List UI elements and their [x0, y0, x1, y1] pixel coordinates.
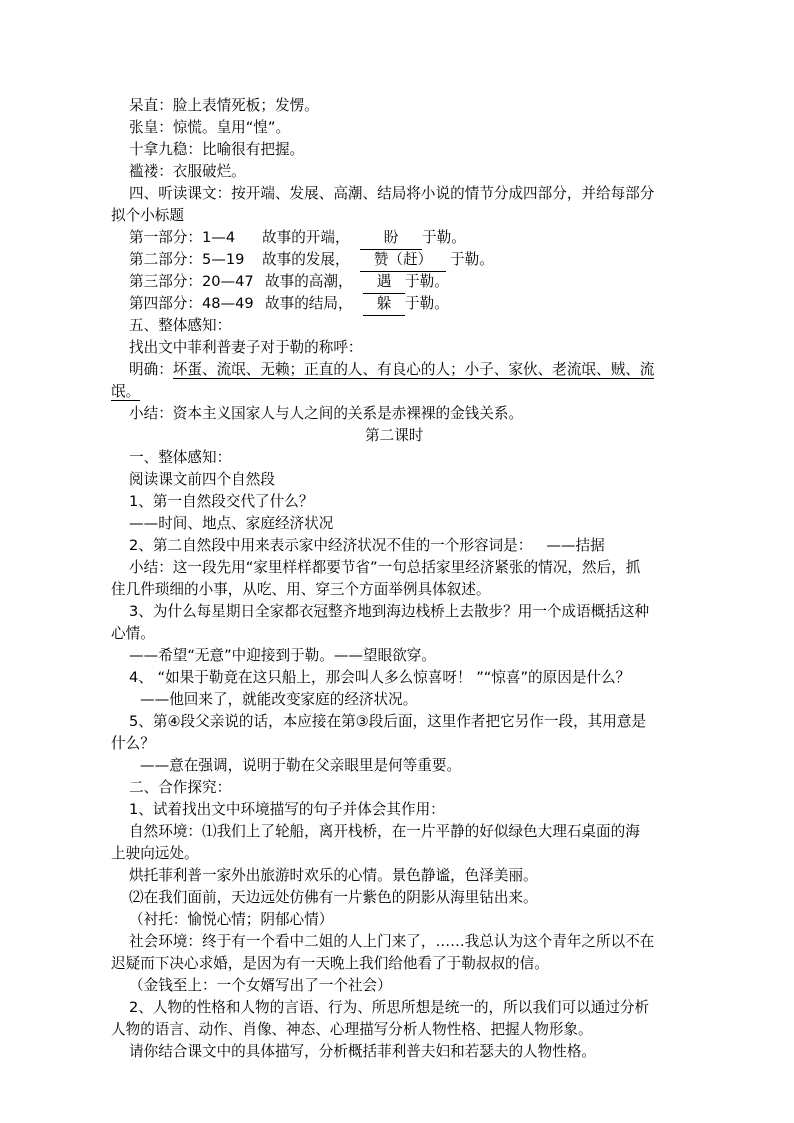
summary: 小结：这一段先用“家里样样都要节省”一句总括家里经济紧张的情况，然后，抓: [129, 559, 641, 576]
answer-prefix: 明确：: [129, 361, 173, 378]
answer-text: ——拮据: [546, 537, 605, 554]
vocab-line: 呆直：脸上表情死板；发愣。: [129, 97, 319, 114]
question: [129, 535, 605, 557]
plot-part-desc: 故事的高潮，: [265, 273, 353, 290]
plot-part-label: 第三部分：20—47: [129, 273, 254, 290]
paragraph: 请你结合课文中的具体描写，分析概括菲利普夫妇和若瑟夫的人物性格。: [129, 1043, 597, 1060]
section5-answer: [129, 359, 654, 381]
answer: ——希望“无意”中迎接到于勒。——望眼欲穿。: [129, 647, 436, 664]
section5-summary: 小结：资本主义国家人与人之间的关系是赤裸裸的金钱关系。: [129, 405, 524, 422]
plot-part-row: [129, 293, 449, 316]
plot-part-key: 盼: [360, 227, 422, 250]
answer: ——时间、地点、家庭经济状况: [129, 515, 334, 532]
paragraph: 社会环境：终于有一个看中二姐的人上门来了，……我总认为这个青年之所以不在: [129, 933, 655, 950]
answer: ——意在强调，说明于勒在父亲眼里是何等重要。: [140, 757, 462, 774]
section-heading: 一、整体感知：: [129, 449, 232, 466]
answer-text-cont: 氓。: [111, 383, 141, 400]
question-cont: 什么？: [111, 735, 155, 752]
note: （金钱至上：一个女婿写出了一个社会）: [129, 977, 392, 994]
vocab-line: 褴褛：衣服破烂。: [129, 163, 246, 180]
summary-cont: 住几件琐细的小事，从吃、用、穿三个方面举例具体叙述。: [111, 581, 491, 598]
section5-question: 找出文中菲利普妻子对于勒的称呼：: [129, 339, 363, 356]
paragraph-cont: 上驶向远处。: [111, 845, 199, 862]
plot-part-desc: 故事的发展，: [262, 251, 350, 268]
answer-text: 坏蛋、流氓、无赖；正直的人、有良心的人；小子、家伙、老流氓、贼、流: [172, 361, 655, 378]
lesson-title: 第二课时: [365, 427, 424, 444]
section4-heading-cont: 拟个小标题: [111, 207, 184, 224]
plot-part-label: 第一部分：1—4: [129, 229, 236, 246]
paragraph-cont: 迟疑而下决心求婚，是因为有一天晚上我们给他看了于勒叔叔的信。: [111, 955, 549, 972]
paragraph: 自然环境：⑴我们上了轮船，离开栈桥，在一片平静的好似绿色大理石桌面的海: [129, 823, 640, 840]
plot-part-row: [129, 271, 449, 294]
plot-part-row: [129, 249, 494, 272]
question: 1、试着找出文中环境描写的句子并体会其作用：: [129, 801, 445, 818]
question-cont: 心情。: [111, 625, 155, 642]
question: 5、第④段父亲说的话，本应接在第③段后面，这里作者把它另作一段，其用意是: [129, 713, 647, 730]
question: 1、第一自然段交代了什么？: [129, 493, 314, 510]
plot-part-desc: 故事的开端，: [262, 229, 350, 246]
plot-part-desc: 故事的结局，: [265, 295, 353, 312]
plot-part-tail: 于勒。: [405, 273, 449, 290]
vocab-line: 张皇：惊慌。皇用“惶”。: [129, 119, 291, 136]
plot-part-key: 躲: [363, 293, 405, 316]
plot-part-row: [129, 227, 466, 250]
section5-heading: 五、整体感知：: [129, 317, 232, 334]
section5-answer-cont: [111, 381, 140, 403]
plot-part-label: 第二部分：5—19: [129, 251, 245, 268]
plot-part-key: 赞（赶）: [360, 249, 446, 272]
plot-part-tail: 于勒。: [422, 229, 466, 246]
question: 3、为什么每星期日全家都衣冠整齐地到海边栈桥上去散步？用一个成语概括这种: [129, 603, 650, 620]
paragraph: ⑵在我们面前，天边远处仿佛有一片紫色的阴影从海里钻出来。: [129, 889, 538, 906]
paragraph: 阅读课文前四个自然段: [129, 471, 275, 488]
answer: ——他回来了，就能改变家庭的经济状况。: [140, 691, 418, 708]
plot-part-key: 遇: [363, 271, 405, 294]
section4-heading: 四、听读课文：按开端、发展、高潮、结局将小说的情节分成四部分，并给每部分: [129, 185, 655, 202]
paragraph: 2、人物的性格和人物的言语、行为、所思所想是统一的，所以我们可以通过分析: [129, 999, 650, 1016]
plot-part-tail: 于勒。: [405, 295, 449, 312]
question: 4、 “如果于勒竟在这只船上，那会叫人多么惊喜呀！ ”“惊喜”的原因是什么？: [129, 669, 631, 686]
plot-part-label: 第四部分：48—49: [129, 295, 254, 312]
paragraph-cont: 人物的语言、动作、肖像、神态、心理描写分析人物性格、把握人物形象。: [111, 1021, 593, 1038]
note: （衬托：愉悦心情；阴郁心情）: [129, 911, 334, 928]
question-text: 2、第二自然段中用来表示家中经济状况不佳的一个形容词是：: [129, 537, 533, 554]
plot-part-tail: 于勒。: [450, 251, 494, 268]
vocab-line: 十拿九稳：比喻很有把握。: [129, 141, 305, 158]
section-heading: 二、合作探究：: [129, 779, 232, 796]
note: 烘托菲利普一家外出旅游时欢乐的心情。景色静谧，色泽美丽。: [129, 867, 538, 884]
